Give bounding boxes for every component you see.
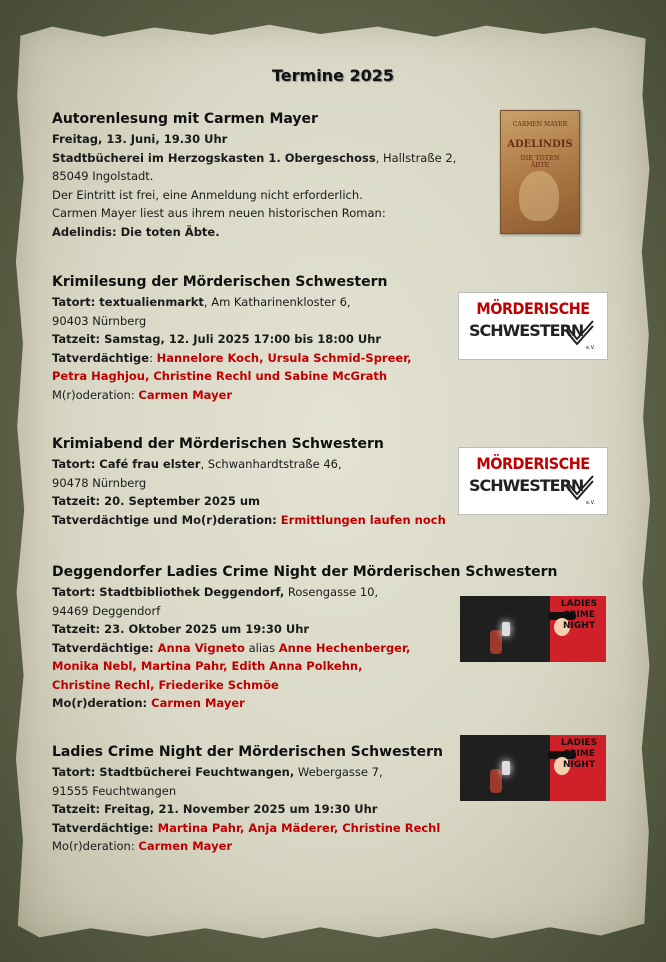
ladies-crime-night-image [460, 596, 606, 662]
event-city: 90403 Nürnberg [52, 313, 147, 328]
event-admission: Der Eintritt ist frei, eine Anmeldung nicht erforderlich. [52, 187, 363, 202]
crime-night-text [556, 599, 602, 632]
ladies-crime-night-image [460, 735, 606, 801]
suspects-label: Tatverdächtige: [52, 640, 158, 655]
event-moderation [52, 694, 472, 713]
event-tatort [52, 583, 472, 602]
logo-line1: MÖRDERISCHE [476, 299, 590, 318]
suspects-names: Martina Pahr, Anja Mäderer, Christine Rechl [157, 820, 441, 835]
tatort-address: , Schwanhardtstraße 46, [200, 457, 342, 471]
event-heading: Krimilesung der Mörderischen Schwestern [52, 274, 388, 290]
venue-name: Stadtbücherei im Herzogskasten 1. Obergeschoss [52, 150, 376, 165]
event-city: 94469 Deggendorf [52, 603, 161, 618]
checkmark-icon [565, 319, 595, 345]
logo-line2: SCHWESTERN [469, 476, 584, 495]
combo-label: Tatverdächtige und Mo(r)deration: [52, 512, 281, 527]
event-deggendorf-crime-night [52, 563, 558, 713]
crime-night-line1: LADIES [560, 599, 598, 609]
moderator-name: Carmen Mayer [138, 839, 233, 853]
event-heading: Autorenlesung mit Carmen Mayer [52, 111, 318, 127]
combo-value: Ermittlungen laufen noch [280, 512, 446, 527]
event-moderation [52, 386, 472, 405]
moderation-label: Mo(r)deration: [52, 839, 139, 853]
logo-line1: MÖRDERISCHE [476, 454, 590, 473]
suspects-label: Tatverdächtige [52, 350, 150, 365]
event-tatzeit: Tatzeit: 23. Oktober 2025 um 19:30 Uhr [52, 622, 310, 636]
book-cover-image [500, 110, 580, 234]
suspects-sep: : [149, 350, 157, 365]
crime-night-line3: NIGHT [563, 760, 595, 770]
moderation-label: M(r)oderation: [52, 387, 139, 402]
suspects-label: Tatverdächtige: [52, 820, 158, 835]
page-title: Termine 2025 [271, 66, 395, 85]
event-suspects-moderation [52, 511, 472, 530]
tatort-label: Tatort: textualienmarkt [52, 295, 204, 309]
alias-text: alias [244, 640, 279, 655]
crime-night-text [556, 738, 602, 771]
suspect-name: Anne Hechenberger, [278, 640, 411, 655]
event-tatort [52, 293, 472, 312]
moerderische-schwestern-logo [458, 447, 608, 515]
moderator-name: Carmen Mayer [151, 696, 245, 710]
suspects-names: Hannelore Koch, Ursula Schmid-Spreer, [156, 350, 412, 365]
moderator-name: Carmen Mayer [138, 387, 233, 402]
crime-night-line1: LADIES [560, 738, 598, 748]
event-venue [52, 149, 472, 168]
event-tatzeit: Tatzeit: Freitag, 21. November 2025 um 19:30 Uhr [52, 802, 378, 816]
event-heading: Krimiabend der Mörderischen Schwestern [52, 436, 384, 452]
hand-icon [490, 769, 502, 793]
event-tatzeit: Tatzeit: 20. September 2025 um [52, 494, 261, 508]
book-cover-title: ADELINDIS [507, 139, 573, 150]
event-suspects [52, 349, 472, 368]
lantern-icon [502, 761, 510, 775]
suspect-name: Anna Vigneto [157, 640, 245, 655]
event-crime-evening [52, 435, 472, 529]
event-tatort [52, 455, 472, 474]
tatort-address: Webergasse 7, [294, 765, 383, 779]
logo-line2: SCHWESTERN [469, 321, 584, 340]
event-city: 85049 Ingolstadt. [52, 169, 154, 183]
crime-night-line3: NIGHT [563, 621, 595, 631]
event-tatzeit: Tatzeit: Samstag, 12. Juli 2025 17:00 bis 18:00 Uhr [52, 332, 382, 346]
logo-suffix: e.V. [585, 345, 595, 351]
event-city: 91555 Feuchtwangen [52, 783, 177, 798]
book-cover-subtitle [501, 155, 579, 169]
event-suspects-cont: Christine Rechl, Friederike Schmöe [52, 677, 279, 692]
event-book-title: Adelindis: Die toten Äbte. [52, 224, 220, 239]
event-city: 90478 Nürnberg [52, 475, 147, 490]
tatort-address: , Am Katharinenkloster 6, [203, 295, 351, 309]
tatort-label: Tatort: Stadtbücherei Feuchtwangen, [52, 765, 295, 779]
event-tatort [52, 763, 472, 782]
lantern-icon [502, 622, 510, 636]
moderation-label: Mo(r)deration: [52, 696, 152, 710]
event-feuchtwangen-crime-night [52, 743, 472, 856]
event-suspects-cont: Monika Nebl, Martina Pahr, Edith Anna Polkehn, [52, 659, 363, 673]
crime-night-line2: CRIME [563, 749, 595, 759]
moerderische-schwestern-logo [458, 292, 608, 360]
book-cover-author: CARMEN MAYER [512, 121, 568, 128]
tatort-label: Tatort: Stadtbibliothek Deggendorf, [52, 585, 285, 599]
event-moderation [52, 837, 472, 856]
venue-address: , Hallstraße 2, [375, 150, 457, 165]
event-suspects [52, 639, 472, 658]
logo-suffix: e.V. [585, 500, 595, 506]
crime-night-line2: CRIME [563, 610, 595, 620]
event-suspects [52, 819, 472, 838]
checkmark-icon [565, 474, 595, 500]
tatort-label: Tatort: Café frau elster [52, 457, 201, 471]
event-crime-reading [52, 273, 472, 404]
book-cover-subtitle-2: ÄBTE [530, 161, 550, 169]
book-cover-subtitle-1: DIE TOTEN [520, 154, 560, 162]
tatort-address: Rosengasse 10, [284, 585, 379, 599]
book-cover-portrait [519, 171, 559, 221]
event-heading: Deggendorfer Ladies Crime Night der Mörderischen Schwestern [52, 564, 558, 580]
hand-icon [490, 630, 502, 654]
event-heading: Ladies Crime Night der Mörderischen Schwestern [52, 744, 443, 760]
event-suspects-cont: Petra Haghjou, Christine Rechl und Sabine McGrath [52, 369, 388, 383]
event-description: Carmen Mayer liest aus ihrem neuen historischen Roman: [52, 206, 386, 220]
event-date: Freitag, 13. Juni, 19.30 Uhr [52, 132, 228, 146]
event-author-reading [52, 110, 472, 241]
